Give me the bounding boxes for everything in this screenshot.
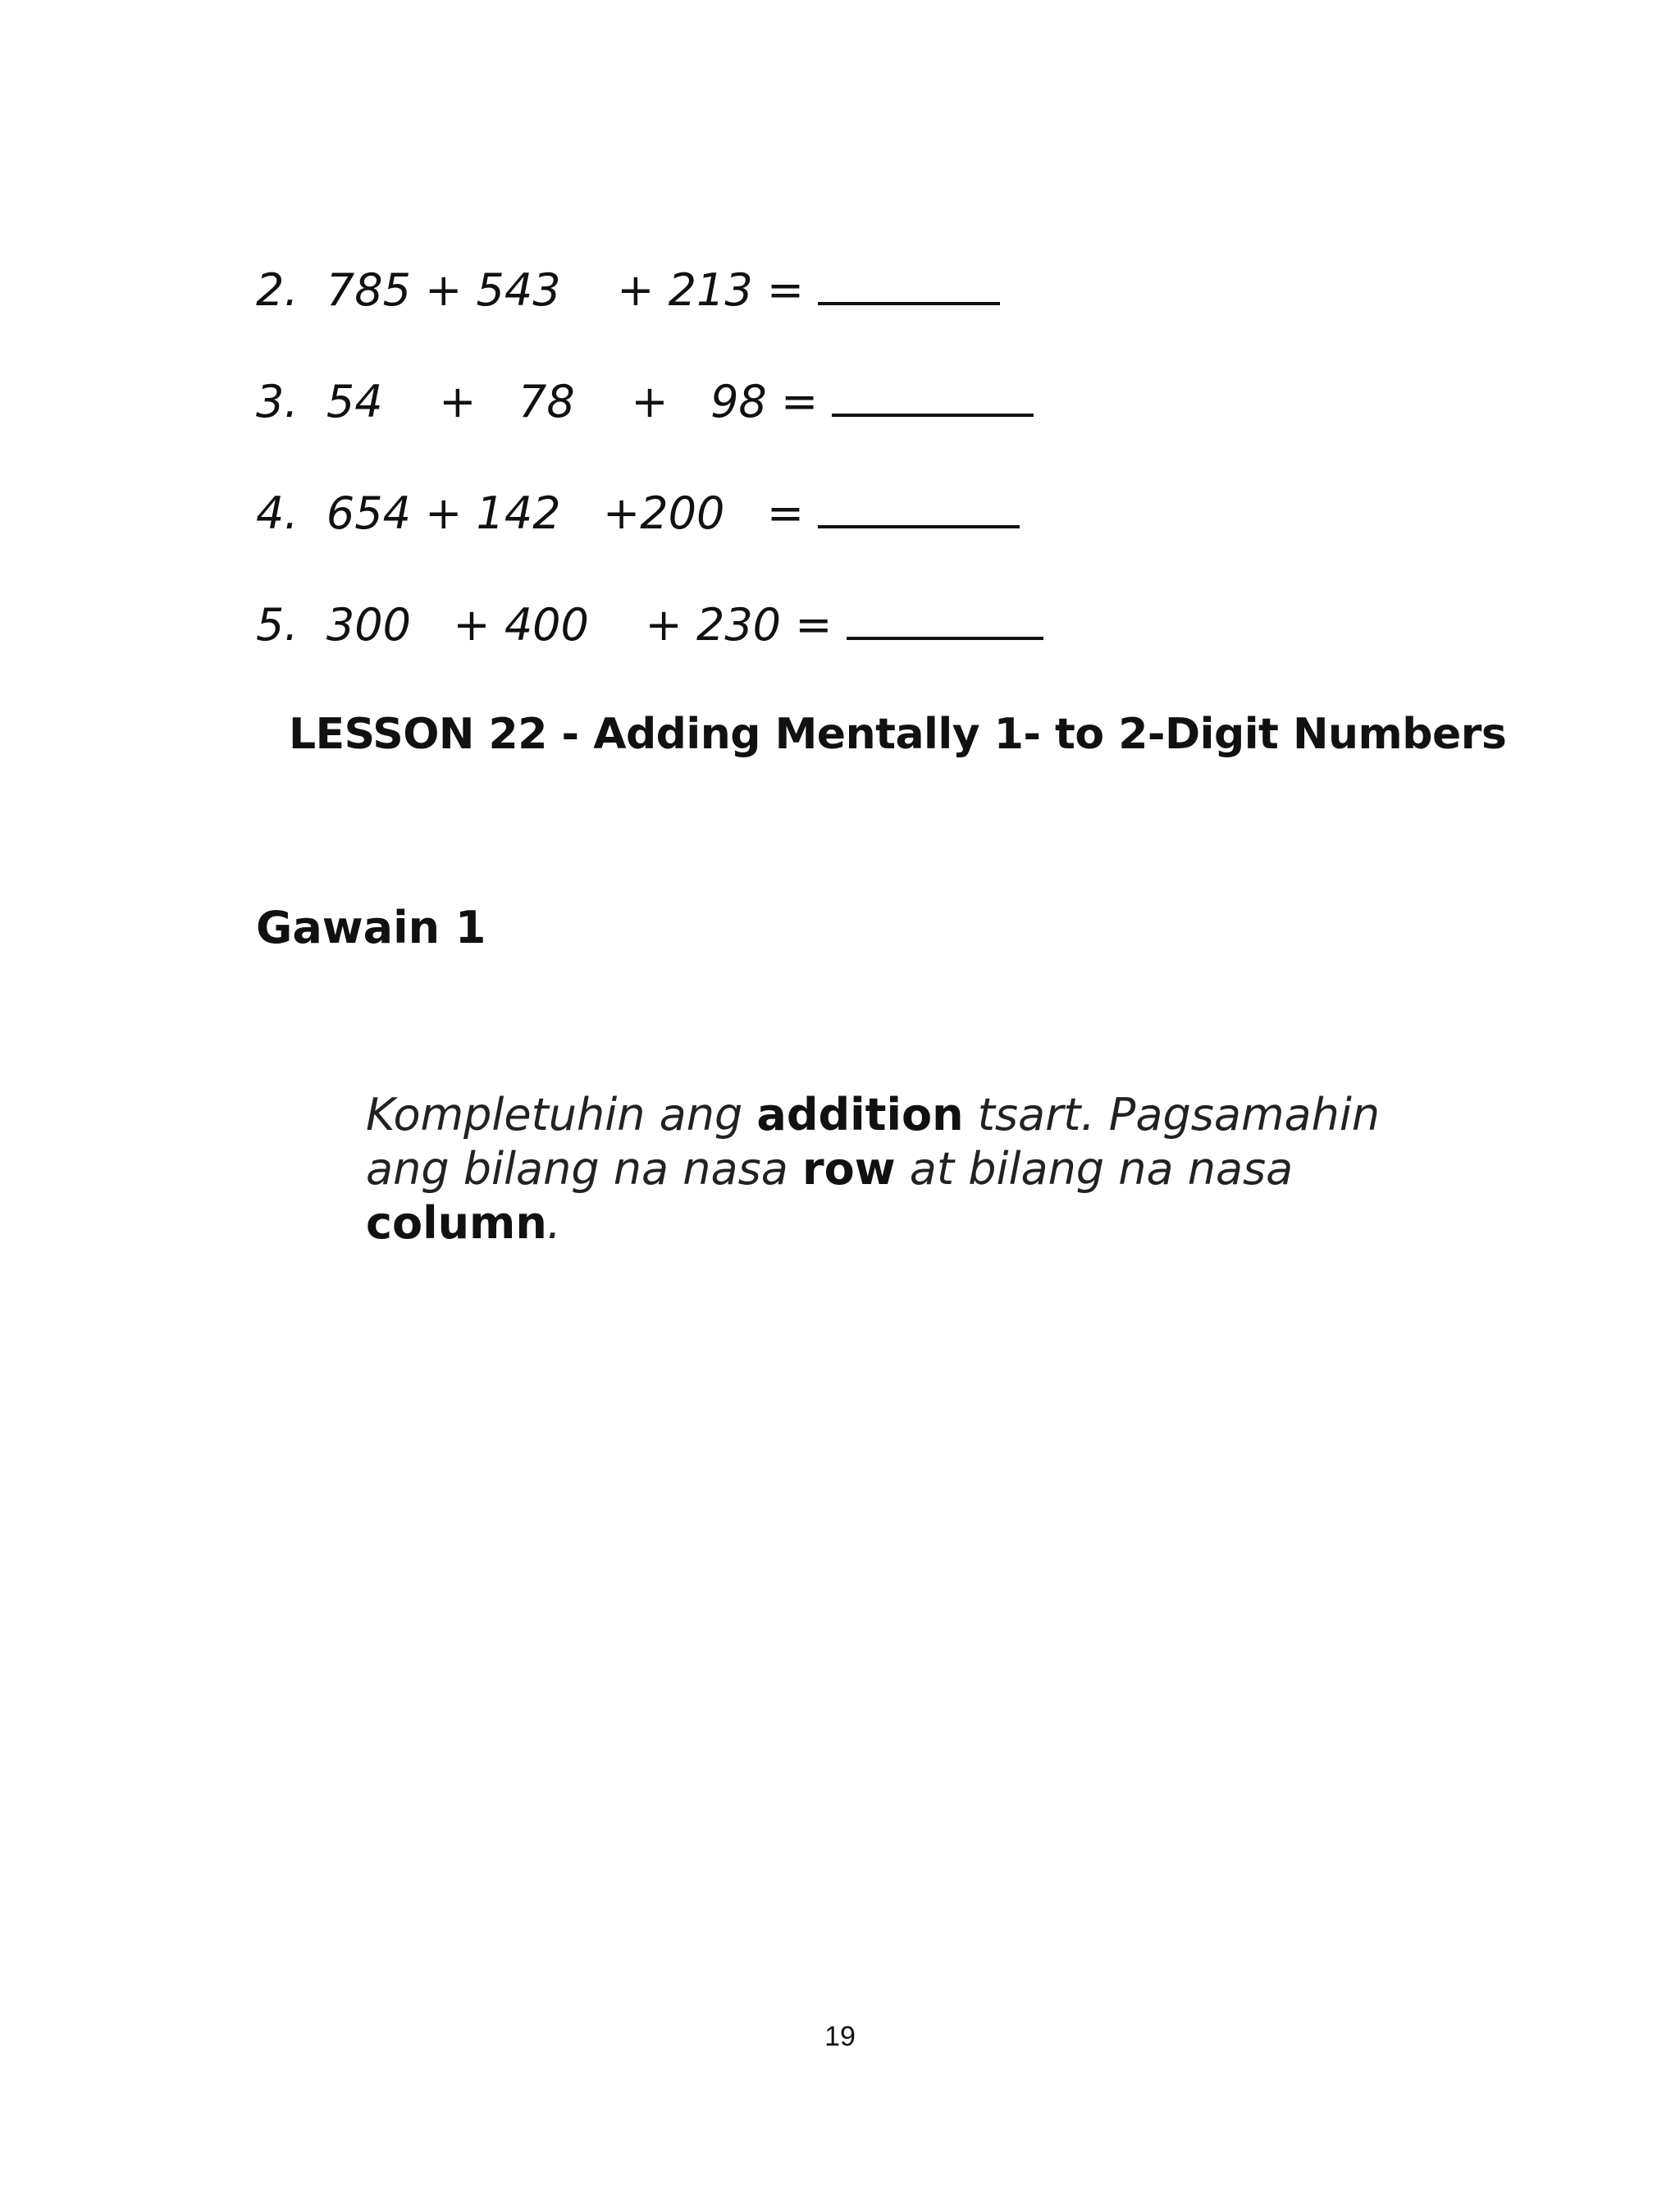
instructions-bold-row: row: [801, 1143, 896, 1195]
instructions-bold-addition: addition: [756, 1089, 964, 1141]
problem-3: [256, 373, 1034, 428]
instructions-text: .: [546, 1197, 561, 1249]
answer-blank: [832, 373, 1034, 417]
instructions-text: Kompletuhin ang: [366, 1089, 757, 1141]
activity-instructions: [366, 1088, 1449, 1250]
problem-text: 2. 785 + 543 + 213 =: [256, 264, 819, 316]
instructions-text: at bilang na nasa: [895, 1143, 1294, 1195]
problem-2: [256, 261, 1000, 317]
problem-text: 5. 300 + 400 + 230 =: [256, 599, 847, 651]
answer-blank: [818, 484, 1020, 528]
answer-blank: [847, 596, 1043, 640]
problem-4: [256, 484, 1020, 540]
problem-5: [256, 596, 1043, 652]
lesson-title: LESSON 22 - Adding Mentally 1- to 2-Digit Numbers: [289, 710, 1507, 759]
instructions-text: tsart. Pagsamahin ang bilang na nasa: [366, 1089, 1381, 1195]
instructions-bold-column: column: [366, 1197, 547, 1249]
problem-text: 4. 654 + 142 +200 =: [256, 487, 819, 539]
answer-blank: [818, 261, 1000, 305]
activity-title: Gawain 1: [256, 902, 486, 953]
problem-text: 3. 54 + 78 + 98 =: [256, 376, 833, 427]
page-number: 19: [824, 2021, 856, 2052]
